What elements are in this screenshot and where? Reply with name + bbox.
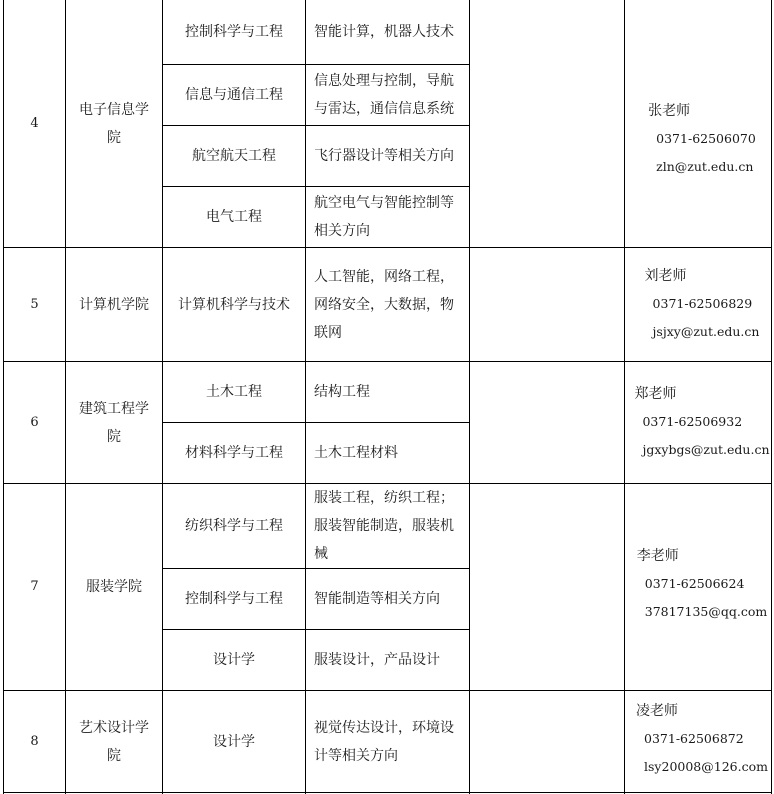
contact-name: 郑老师 [634, 386, 677, 402]
contact-phone: 0371-62506932 [642, 414, 743, 429]
row-index: 4 [30, 115, 39, 131]
research-direction: 土木工程材料 [314, 445, 398, 461]
college-name: 艺术设计学院 [79, 719, 149, 764]
contact-cell [625, 0, 771, 247]
contact-name: 凌老师 [636, 703, 679, 719]
row-index: 8 [30, 733, 39, 749]
college-name: 电子信息学院 [79, 101, 149, 146]
major-name: 设计学 [213, 652, 255, 668]
contact-phone: 0371-62506624 [644, 576, 745, 591]
research-direction: 服装工程，纺织工程；服装智能制造，服装机械 [314, 490, 454, 562]
contact-phone: 0371-62506829 [652, 296, 753, 311]
research-direction: 智能制造等相关方向 [314, 591, 440, 607]
major-name: 电气工程 [206, 209, 262, 225]
research-direction: 服装设计，产品设计 [314, 652, 440, 668]
major-name: 航空航天工程 [192, 148, 276, 164]
major-name: 计算机科学与技术 [178, 296, 290, 313]
major-name: 控制科学与工程 [185, 24, 283, 40]
research-direction: 智能计算，机器人技术 [314, 24, 454, 40]
empty-cell [470, 248, 624, 361]
row-index: 7 [30, 579, 39, 594]
research-direction: 信息处理与控制，导航与雷达，通信信息系统 [314, 73, 454, 117]
college-name: 服装学院 [86, 579, 142, 595]
contact-cell [625, 484, 771, 690]
major-name: 土木工程 [206, 384, 262, 400]
contact-email[interactable]: jgxybgs@zut.edu.cn [642, 442, 770, 457]
contact-name: 张老师 [648, 103, 691, 119]
contact-email[interactable]: jsjxy@zut.edu.cn [652, 324, 760, 339]
contact-cell [625, 248, 771, 361]
contact-cell [625, 691, 771, 792]
row-index: 5 [30, 296, 39, 312]
major-name: 控制科学与工程 [185, 591, 283, 607]
college-name: 计算机学院 [79, 296, 149, 313]
college-name: 建筑工程学院 [79, 400, 149, 445]
research-direction: 人工智能，网络工程，网络安全，大数据，物联网 [314, 268, 454, 341]
research-direction: 飞行器设计等相关方向 [314, 148, 454, 164]
contact-cell [625, 362, 771, 483]
grid-line [771, 0, 772, 794]
contact-phone: 0371-62506872 [644, 731, 744, 746]
grid-line [3, 792, 772, 793]
major-name: 信息与通信工程 [185, 87, 283, 103]
empty-cell [470, 484, 624, 690]
research-direction: 视觉传达设计，环境设计等相关方向 [314, 719, 454, 764]
contact-email[interactable]: lsy20008@126.com [644, 759, 768, 774]
research-direction: 航空电气与智能控制等相关方向 [314, 195, 454, 239]
empty-cell [470, 691, 624, 792]
major-name: 设计学 [213, 733, 255, 750]
contact-email[interactable]: zln@zut.edu.cn [656, 159, 754, 174]
empty-cell [470, 0, 624, 247]
row-index: 6 [30, 414, 39, 430]
contact-phone: 0371-62506070 [656, 131, 756, 146]
major-name: 材料科学与工程 [185, 445, 283, 461]
research-direction: 结构工程 [314, 384, 370, 400]
empty-cell [470, 362, 624, 483]
contact-name: 李老师 [636, 548, 679, 564]
contact-email[interactable]: 37817135@qq.com [644, 604, 768, 619]
major-name: 纺织科学与工程 [185, 518, 283, 534]
contact-name: 刘老师 [644, 268, 687, 284]
